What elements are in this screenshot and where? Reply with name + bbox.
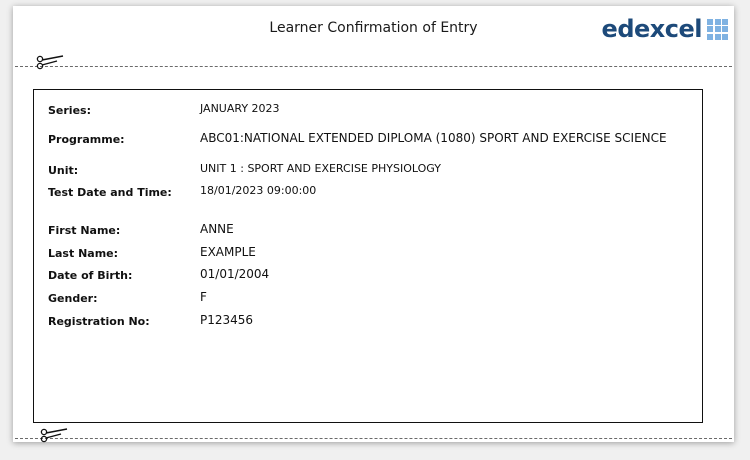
logo-text: edexcel <box>601 15 702 43</box>
unit-label: Unit: <box>48 164 79 177</box>
series-value: JANUARY 2023 <box>200 102 280 115</box>
scissors-icon <box>35 54 65 70</box>
series-row <box>48 102 692 120</box>
document-page <box>13 6 734 442</box>
last-name-row <box>48 245 692 263</box>
programme-row <box>48 131 692 149</box>
edexcel-logo <box>602 16 728 42</box>
programme-value: ABC01:NATIONAL EXTENDED DIPLOMA (1080) SPORT AND EXERCISE SCIENCE <box>200 131 667 145</box>
dob-value: 01/01/2004 <box>200 267 270 281</box>
gender-row <box>48 290 692 308</box>
registration-label: Registration No: <box>48 315 150 328</box>
last-name-value: EXAMPLE <box>200 245 256 259</box>
document-title: Learner Confirmation of Entry <box>269 20 478 36</box>
first-name-row <box>48 222 692 240</box>
logo-grid-icon <box>707 19 728 40</box>
unit-value: UNIT 1 : SPORT AND EXERCISE PHYSIOLOGY <box>200 162 441 175</box>
scissors-icon <box>39 427 69 443</box>
unit-row <box>48 162 692 180</box>
programme-label: Programme: <box>48 133 125 146</box>
dob-label: Date of Birth: <box>48 269 133 282</box>
bottom-cut-line <box>15 438 732 439</box>
first-name-value: ANNE <box>200 222 234 236</box>
first-name-label: First Name: <box>48 224 121 237</box>
registration-row <box>48 313 692 331</box>
test-date-row <box>48 184 692 202</box>
gender-value: F <box>200 290 207 304</box>
registration-value: P123456 <box>200 313 254 327</box>
test-date-label: Test Date and Time: <box>48 186 172 199</box>
top-cut-line <box>15 66 732 67</box>
test-date-value: 18/01/2023 09:00:00 <box>200 184 317 197</box>
series-label: Series: <box>48 104 91 117</box>
last-name-label: Last Name: <box>48 247 119 260</box>
entry-details-box <box>33 89 703 423</box>
dob-row <box>48 267 692 285</box>
gender-label: Gender: <box>48 292 98 305</box>
